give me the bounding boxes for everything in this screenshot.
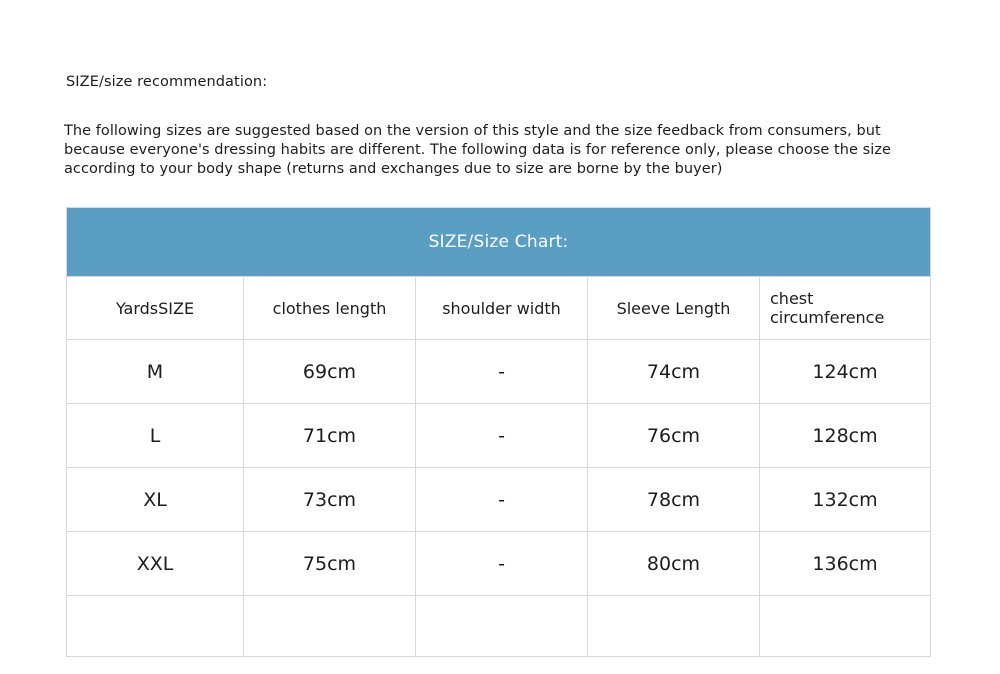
cell-size: L bbox=[67, 404, 244, 468]
table-row-empty bbox=[67, 596, 931, 657]
table-row bbox=[67, 340, 931, 404]
cell-chest-circumference: 124cm bbox=[760, 340, 931, 404]
cell-sleeve-length: 78cm bbox=[588, 468, 760, 532]
cell-shoulder-width: - bbox=[416, 340, 588, 404]
cell-sleeve-length bbox=[588, 596, 760, 657]
column-header-shoulder-width: shoulder width bbox=[416, 277, 588, 340]
cell-clothes-length: 73cm bbox=[244, 468, 416, 532]
cell-sleeve-length: 74cm bbox=[588, 340, 760, 404]
table-row bbox=[67, 468, 931, 532]
cell-chest-circumference bbox=[760, 596, 931, 657]
table-header-row bbox=[67, 277, 931, 340]
column-header-clothes-length: clothes length bbox=[244, 277, 416, 340]
cell-chest-circumference: 136cm bbox=[760, 532, 931, 596]
column-header-chest-circumference: chest circumference bbox=[760, 277, 931, 340]
cell-shoulder-width: - bbox=[416, 404, 588, 468]
cell-clothes-length: 75cm bbox=[244, 532, 416, 596]
table-banner-label: SIZE/Size Chart: bbox=[67, 208, 931, 277]
cell-shoulder-width: - bbox=[416, 468, 588, 532]
column-header-yards-size: YardsSIZE bbox=[67, 277, 244, 340]
cell-size: XXL bbox=[67, 532, 244, 596]
cell-shoulder-width bbox=[416, 596, 588, 657]
page-title: SIZE/size recommendation: bbox=[66, 74, 268, 90]
cell-sleeve-length: 76cm bbox=[588, 404, 760, 468]
cell-size bbox=[67, 596, 244, 657]
cell-sleeve-length: 80cm bbox=[588, 532, 760, 596]
table-banner-row bbox=[67, 208, 931, 277]
cell-clothes-length: 69cm bbox=[244, 340, 416, 404]
cell-size: XL bbox=[67, 468, 244, 532]
intro-paragraph: The following sizes are suggested based on the version of this style and the size feedback from consumers, but because everyone's dressing habits are different. The following data is for reference only, please choose the size according to your body shape (returns and exchanges due to size are borne by the buyer) bbox=[64, 123, 891, 177]
size-table bbox=[66, 207, 931, 657]
size-table-container bbox=[66, 207, 930, 657]
cell-chest-circumference: 128cm bbox=[760, 404, 931, 468]
cell-clothes-length: 71cm bbox=[244, 404, 416, 468]
cell-clothes-length bbox=[244, 596, 416, 657]
cell-size: M bbox=[67, 340, 244, 404]
column-header-sleeve-length: Sleeve Length bbox=[588, 277, 760, 340]
cell-chest-circumference: 132cm bbox=[760, 468, 931, 532]
table-row bbox=[67, 532, 931, 596]
table-row bbox=[67, 404, 931, 468]
cell-shoulder-width: - bbox=[416, 532, 588, 596]
